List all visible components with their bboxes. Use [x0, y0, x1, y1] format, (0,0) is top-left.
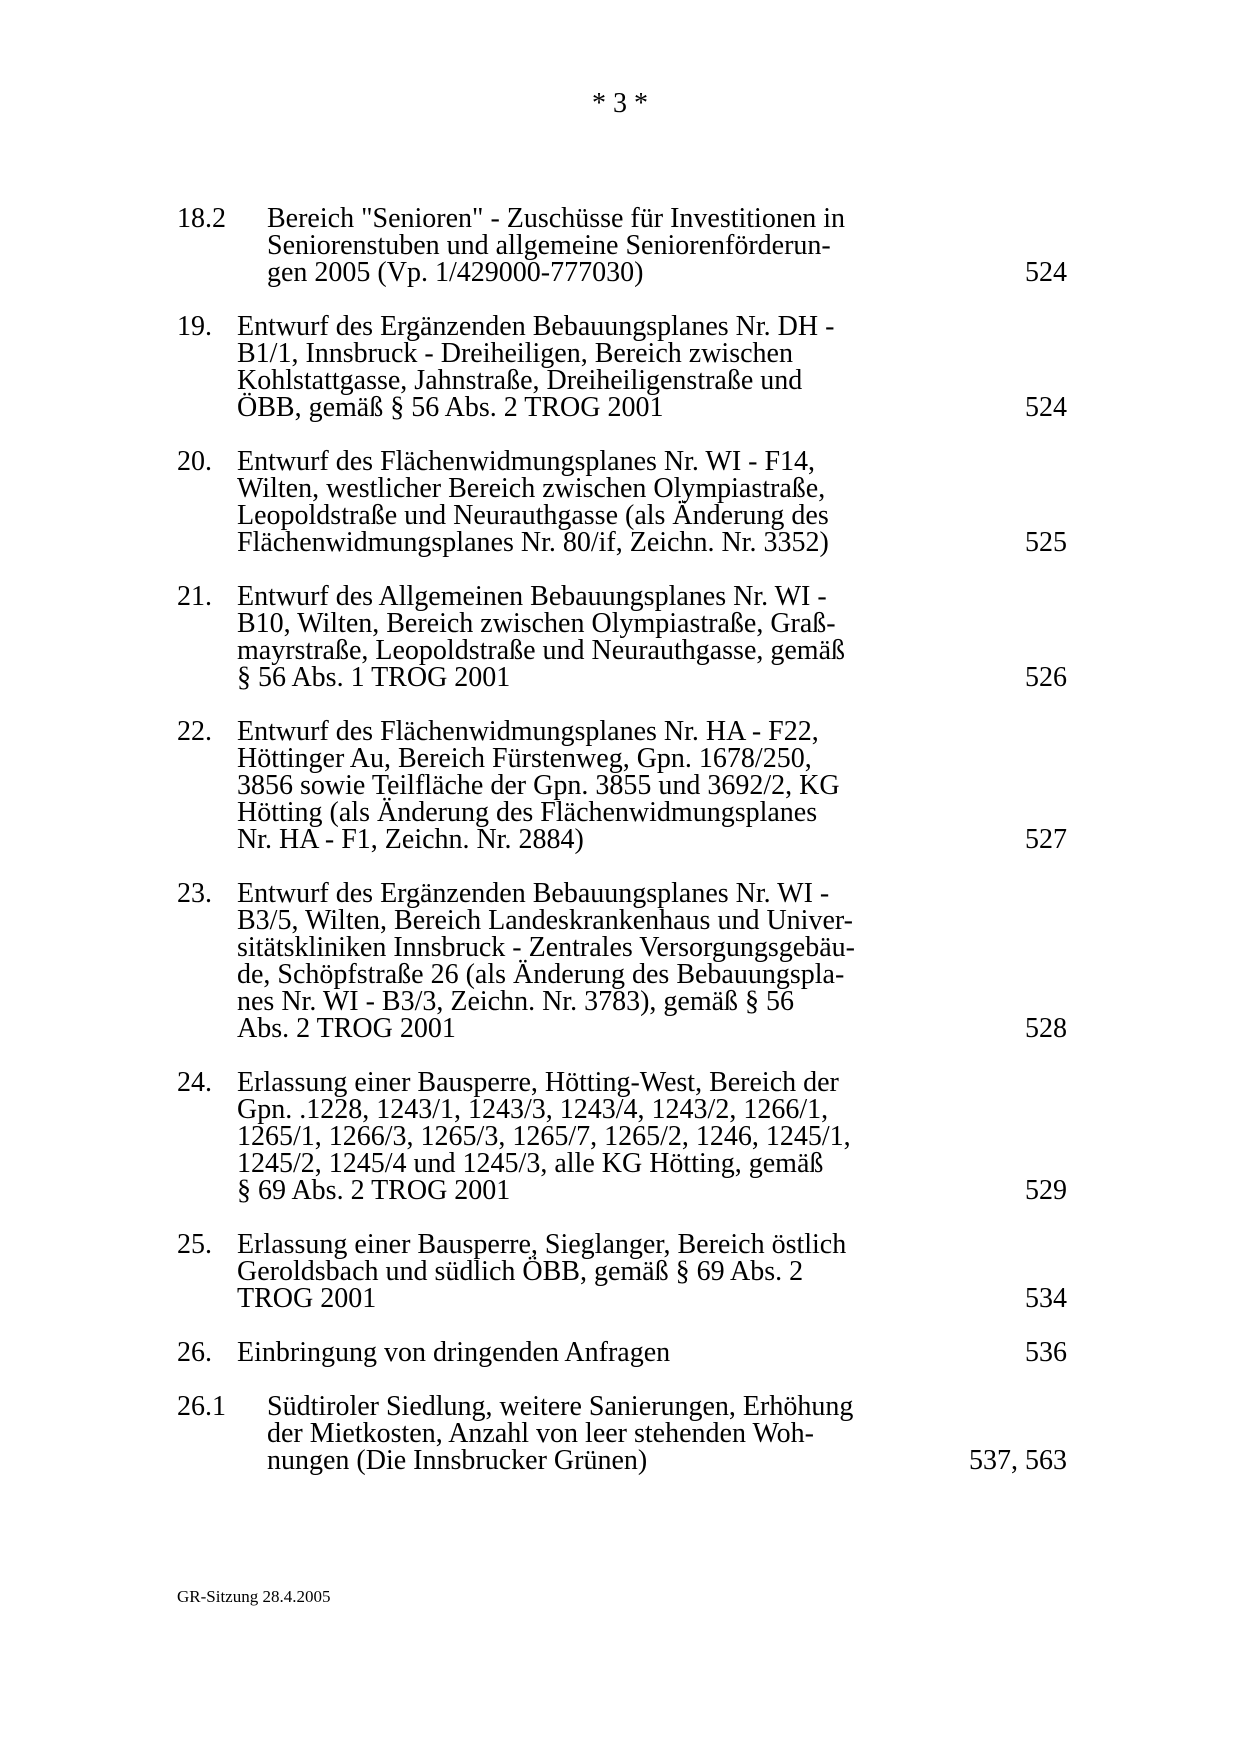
entry-number: 24. — [177, 1067, 212, 1098]
entry-title-line: Entwurf des Flächenwidmungsplanes Nr. HA - F22, — [237, 716, 819, 747]
entry-title-line: B1/1, Innsbruck - Dreiheiligen, Bereich zwischen — [237, 338, 793, 369]
entry-title-line: Gpn. .1228, 1243/1, 1243/3, 1243/4, 1243/2, 1266/1, — [237, 1094, 829, 1125]
table-of-contents — [177, 205, 1067, 1501]
entry-title — [237, 1069, 887, 1204]
toc-entry — [177, 448, 1067, 556]
entry-title-line: Kohlstattgasse, Jahnstraße, Dreiheiligenstraße und — [237, 365, 803, 396]
entry-number: 22. — [177, 716, 212, 747]
entry-title-line: Entwurf des Ergänzenden Bebauungsplanes Nr. DH - — [237, 311, 835, 342]
entry-number: 21. — [177, 581, 212, 612]
entry-title-line: Einbringung von dringenden Anfragen — [237, 1337, 671, 1368]
entry-title-line: de, Schöpfstraße 26 (als Änderung des Bebauungspla- — [237, 959, 845, 990]
entry-title-line: 1265/1, 1266/3, 1265/3, 1265/7, 1265/2, 1246, 1245/1, — [237, 1121, 851, 1152]
entry-title — [267, 1393, 887, 1474]
entry-title-line: TROG 2001 — [237, 1283, 377, 1314]
entry-title-line: Flächenwidmungsplanes Nr. 80/if, Zeichn. Nr. 3352) — [237, 527, 829, 558]
entry-number: 26. — [177, 1337, 212, 1368]
entry-title — [237, 1231, 887, 1312]
entry-title-line: ÖBB, gemäß § 56 Abs. 2 TROG 2001 — [237, 392, 664, 423]
entry-page: 528 — [1025, 1013, 1067, 1044]
entry-title-line: Abs. 2 TROG 2001 — [237, 1013, 456, 1044]
entry-title-line: Wilten, westlicher Bereich zwischen Olympiastraße, — [237, 473, 826, 504]
footer: GR-Sitzung 28.4.2005 — [177, 1587, 331, 1606]
entry-page: 537, 563 — [969, 1445, 1067, 1476]
entry-title-line: Erlassung einer Bausperre, Hötting-West, Bereich der — [237, 1067, 839, 1098]
entry-title-line: Südtiroler Siedlung, weitere Sanierungen, Erhöhung — [267, 1391, 854, 1422]
toc-entry — [177, 718, 1067, 853]
entry-number: 25. — [177, 1229, 212, 1260]
entry-title — [237, 718, 887, 853]
entry-page: 524 — [1025, 257, 1067, 288]
entry-title-line: 1245/2, 1245/4 und 1245/3, alle KG Hötting, gemäß — [237, 1148, 824, 1179]
entry-title-line: Seniorenstuben und allgemeine Seniorenförderun- — [267, 230, 831, 261]
toc-entry — [177, 313, 1067, 421]
entry-number: 26.1 — [177, 1391, 226, 1422]
entry-title-line: Entwurf des Allgemeinen Bebauungsplanes Nr. WI - — [237, 581, 827, 612]
entry-title-line: der Mietkosten, Anzahl von leer stehenden Woh- — [267, 1418, 814, 1449]
entry-title — [267, 205, 887, 286]
entry-title-line: Erlassung einer Bausperre, Sieglanger, Bereich östlich — [237, 1229, 847, 1260]
entry-page: 526 — [1025, 662, 1067, 693]
toc-entry — [177, 583, 1067, 691]
entry-title-line: § 69 Abs. 2 TROG 2001 — [237, 1175, 511, 1206]
entry-number: 20. — [177, 446, 212, 477]
entry-title-line: sitätskliniken Innsbruck - Zentrales Versorgungsgebäu- — [237, 932, 855, 963]
toc-entry — [177, 880, 1067, 1042]
toc-entry — [177, 205, 1067, 286]
entry-title-line: Bereich "Senioren" - Zuschüsse für Investitionen in — [267, 203, 846, 234]
entry-title-line: B10, Wilten, Bereich zwischen Olympiastraße, Graß- — [237, 608, 836, 639]
entry-title — [237, 1339, 887, 1366]
entry-page: 529 — [1025, 1175, 1067, 1206]
entry-title-line: 3856 sowie Teilfläche der Gpn. 3855 und 3692/2, KG — [237, 770, 840, 801]
toc-entry — [177, 1231, 1067, 1312]
entry-title-line: Hötting (als Änderung des Flächenwidmungsplanes — [237, 797, 818, 828]
entry-title — [237, 313, 887, 421]
entry-title — [237, 448, 887, 556]
toc-entry — [177, 1339, 1067, 1366]
entry-title-line: gen 2005 (Vp. 1/429000-777030) — [267, 257, 644, 288]
entry-title-line: mayrstraße, Leopoldstraße und Neurauthgasse, gemäß — [237, 635, 846, 666]
entry-number: 23. — [177, 878, 212, 909]
entry-title-line: Entwurf des Ergänzenden Bebauungsplanes Nr. WI - — [237, 878, 830, 909]
entry-title-line: Nr. HA - F1, Zeichn. Nr. 2884) — [237, 824, 584, 855]
entry-page: 524 — [1025, 392, 1067, 423]
entry-page: 525 — [1025, 527, 1067, 558]
entry-title-line: Geroldsbach und südlich ÖBB, gemäß § 69 Abs. 2 — [237, 1256, 804, 1287]
entry-title-line: nes Nr. WI - B3/3, Zeichn. Nr. 3783), gemäß § 56 — [237, 986, 795, 1017]
entry-title-line: Höttinger Au, Bereich Fürstenweg, Gpn. 1678/250, — [237, 743, 812, 774]
entry-title-line: Entwurf des Flächenwidmungsplanes Nr. WI - F14, — [237, 446, 816, 477]
entry-title-line: § 56 Abs. 1 TROG 2001 — [237, 662, 511, 693]
entry-title — [237, 583, 887, 691]
entry-title-line: nungen (Die Innsbrucker Grünen) — [267, 1445, 648, 1476]
page-number: * 3 * — [592, 88, 648, 119]
entry-title-line: B3/5, Wilten, Bereich Landeskrankenhaus und Univer- — [237, 905, 853, 936]
toc-entry — [177, 1393, 1067, 1474]
entry-title-line: Leopoldstraße und Neurauthgasse (als Änderung des — [237, 500, 829, 531]
entry-page: 527 — [1025, 824, 1067, 855]
toc-entry — [177, 1069, 1067, 1204]
entry-page: 534 — [1025, 1283, 1067, 1314]
entry-title — [237, 880, 887, 1042]
entry-number: 18.2 — [177, 203, 226, 234]
entry-page: 536 — [1025, 1337, 1067, 1368]
entry-number: 19. — [177, 311, 212, 342]
